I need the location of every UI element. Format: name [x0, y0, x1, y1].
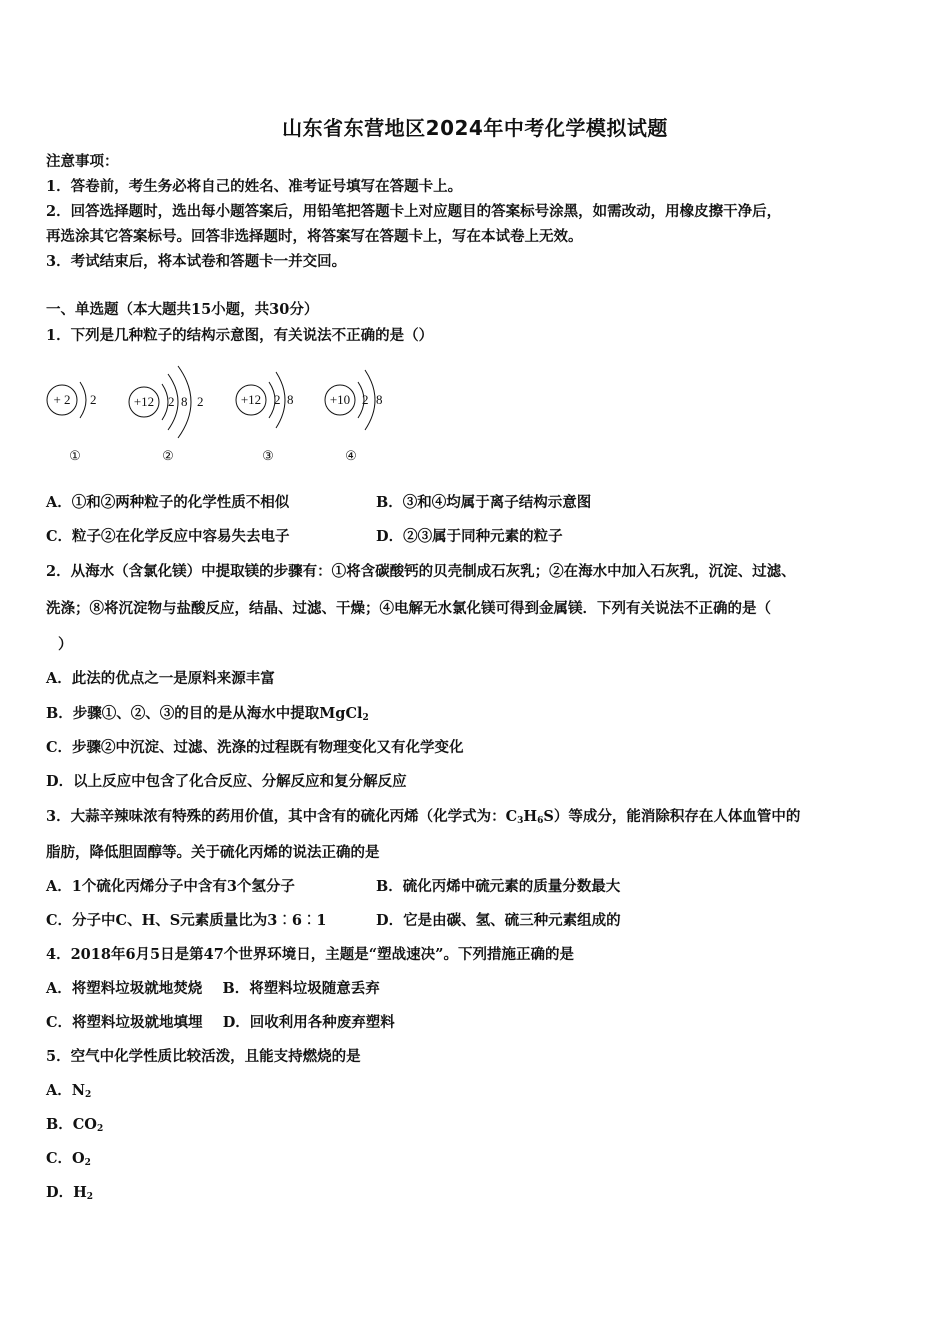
atom-1-label: ① — [69, 448, 81, 463]
question-2-stem: ） — [58, 636, 73, 653]
q5-option-text: D．H — [46, 1184, 87, 1201]
atom-2-diagram — [129, 366, 204, 463]
atom-2-label: ② — [162, 448, 174, 463]
q2-option-d: D．以上反应中包含了化合反应、分解反应和复分解反应 — [46, 773, 407, 790]
q2-option-c: C．步骤②中沉淀、过滤、洗涤的过程既有物理变化又有化学变化 — [46, 739, 464, 756]
note-item: 再选涂其它答案标号。回答非选择题时，将答案写在答题卡上，写在本试卷上无效。 — [46, 228, 583, 245]
atom-4-label: ④ — [345, 448, 357, 463]
atom-3-diagram — [236, 372, 294, 463]
page-title: 山东省东营地区2024年中考化学模拟试题 — [282, 116, 668, 140]
notes-heading: 注意事项： — [46, 153, 119, 170]
section-heading: 一、单选题（本大题共15小题，共30分） — [46, 301, 319, 318]
atom-3-nucleus: +12 — [240, 392, 262, 407]
atom-2-shell: 2 — [197, 394, 204, 409]
note-item: 2．回答选择题时，选出每小题答案后，用铅笔把答题卡上对应题目的答案标号涂黑，如需改动，用橡皮擦干净后， — [46, 203, 782, 220]
question-3-stem: 脂肪，降低胆固醇等。关于硫化丙烯的说法正确的是 — [46, 844, 380, 861]
question-2-stem: 洗涤；⑧将沉淀物与盐酸反应，结晶、过滤、干燥；④电解无水氯化镁可得到金属镁．下列有关说法不正确的是（ — [46, 600, 771, 617]
q5-option-text: C．O — [46, 1150, 85, 1167]
atom-4-nucleus: +10 — [329, 392, 351, 407]
subscript: 2 — [96, 1124, 104, 1134]
q2-option-b-text: B．步骤①、②、③的目的是从海水中提取MgCl — [46, 705, 363, 722]
note-item: 1．答卷前，考生务必将自己的姓名、准考证号填写在答题卡上。 — [46, 178, 463, 195]
note-item: 3．考试结束后，将本试卷和答题卡一并交回。 — [46, 253, 347, 270]
atom-1-diagram — [47, 382, 97, 463]
subscript: 2 — [85, 1090, 92, 1100]
q2-option-a: A．此法的优点之一是原料来源丰富 — [46, 670, 275, 687]
q5-option-a — [46, 1081, 91, 1105]
atom-2-shell: 8 — [181, 394, 188, 409]
q3-option-b: B．硫化丙烯中硫元素的质量分数最大 — [376, 878, 621, 895]
subscript: 3 — [517, 816, 524, 826]
q5-option-d — [46, 1183, 93, 1207]
question-3-stem — [46, 807, 800, 831]
q4-options-cd: C．将塑料垃圾就地填埋 D．回收利用各种废弃塑料 — [46, 1014, 395, 1031]
atom-3-shell: 8 — [287, 392, 294, 407]
atom-4-diagram — [325, 370, 383, 463]
q3-option-c: C．分子中C、H、S元素质量比为3︰6︰1 — [46, 912, 327, 929]
atom-4-shell: 8 — [376, 392, 383, 407]
question-1-stem: 1．下列是几种粒子的结构示意图，有关说法不正确的是（） — [46, 327, 434, 344]
q2-option-b — [46, 704, 369, 728]
q1-option-d: D．②③属于同种元素的粒子 — [376, 528, 563, 545]
atom-1-shell: 2 — [90, 392, 97, 407]
atom-2-shell: 2 — [168, 394, 175, 409]
atom-2-nucleus: +12 — [133, 394, 155, 409]
q3-option-d: D．它是由碳、氢、硫三种元素组成的 — [376, 912, 621, 929]
q3-option-a: A．1个硫化丙烯分子中含有3个氢分子 — [46, 878, 295, 895]
question-4-stem: 4．2018年6月5日是第47个世界环境日，主题是“塑战速决”。下列措施正确的是 — [46, 946, 574, 963]
q1-option-c: C．粒子②在化学反应中容易失去电子 — [46, 528, 290, 545]
atom-1-nucleus: + 2 — [53, 392, 71, 407]
q5-option-b — [46, 1115, 103, 1139]
question-2-stem: 2．从海水（含氯化镁）中提取镁的步骤有：①将含碳酸钙的贝壳制成石灰乳；②在海水中加入石灰乳，沉淀、过滤、 — [46, 563, 796, 580]
subscript: 2 — [86, 1192, 94, 1202]
atom-structure-diagram — [40, 360, 400, 472]
q5-option-c — [46, 1149, 91, 1173]
q4-options-ab: A．将塑料垃圾就地焚烧 B．将塑料垃圾随意丢弃 — [46, 980, 380, 997]
question-5-stem: 5．空气中化学性质比较活泼，且能支持燃烧的是 — [46, 1048, 361, 1065]
q3-stem-text: H — [523, 808, 538, 825]
subscript: 2 — [84, 1158, 91, 1168]
q5-option-text: B．CO — [46, 1116, 97, 1133]
q1-option-b: B．③和④均属于离子结构示意图 — [376, 494, 592, 511]
q5-option-text: A．N — [46, 1082, 86, 1099]
atom-3-shell: 2 — [274, 392, 281, 407]
subscript: 2 — [362, 713, 369, 723]
atom-4-shell: 2 — [362, 392, 369, 407]
atom-3-label: ③ — [262, 448, 274, 463]
q3-stem-text: 3．大蒜辛辣味浓有特殊的药用价值，其中含有的硫化丙烯（化学式为：C — [46, 808, 518, 825]
subscript: 6 — [537, 816, 544, 826]
q1-option-a: A．①和②两种粒子的化学性质不相似 — [46, 494, 290, 511]
q3-stem-text: S）等成分，能消除积存在人体血管中的 — [543, 808, 801, 825]
